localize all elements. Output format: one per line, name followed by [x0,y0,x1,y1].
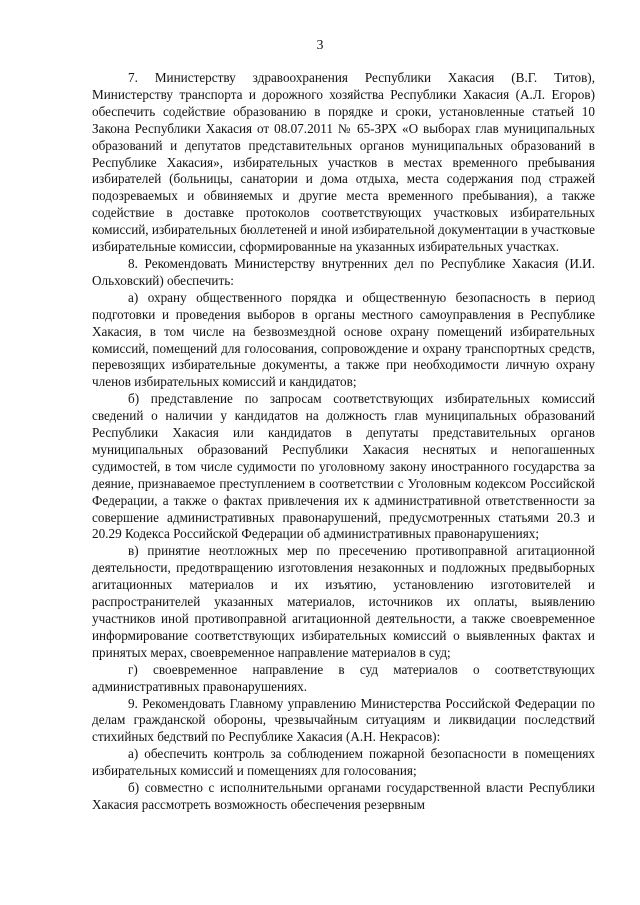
paragraph-8: 8. Рекомендовать Министерству внутренних дел по Республике Хакасия (И.И. Ольховский) обеспечить: [92,255,595,288]
paragraph-8g: г) своевременное направление в суд материалов о соответствующих административных правонарушениях. [92,661,595,694]
paragraph-9: 9. Рекомендовать Главному управлению Министерства Российской Федерации по делам гражданской обороны, чрезвычайным ситуациям и ликвидации последствий стихийных бедствий по Республике Хакасия (А.Н. Некрасов): [92,695,595,745]
page-number: 3 [316,38,324,53]
paragraph-9b: б) совместно с исполнительными органами государственной власти Республики Хакасия рассмотреть возможность обеспечения резервным [92,780,595,812]
paragraph-9a: а) обеспечить контроль за соблюдением пожарной безопасности в помещениях избирательных комиссий и помещениях для голосования; [92,746,595,779]
paragraph-8a: а) охрану общественного порядка и общественную безопасность в период подготовки и проведения выборов в органы местного самоуправления в Республике Хакасия, в том числе на безвозмездной основе охрану помещений избирательных комиссий, помещений для голосования, сопровождение и охрану транспортных средств, перевозящих избирательные документы, а также при необходимости личную охрану членов избирательных комиссий и кандидатов; [92,289,595,390]
document-body [92,70,595,814]
paragraph-8v: в) принятие неотложных мер по пресечению противоправной агитационной деятельности, предотвращению изготовления незаконных и подложных предвыборных агитационных материалов и их изъятию, установлению изготовителей и распространителей указанных материалов, источников их оплаты, выявлению участников иной противоправной агитационной деятельности, а также своевременное информирование соответствующих избирательных комиссий о выявленных фактах и принятых мерах, своевременное направление материалов в суд; [92,543,595,660]
paragraph-7: 7. Министерству здравоохранения Республики Хакасия (В.Г. Титов), Министерству транспорта и дорожного хозяйства Республики Хакасия (А.Л. Егоров) обеспечить содействие образованию в порядке и сроки, установленные статьей 10 Закона Республики Хакасия от 08.07.2011 № 65-ЗРХ «О выборах глав муниципальных образований и депутатов представительных органов муниципальных образований в Республике Хакасия», избирательных участков в местах временного пребывания избирателей (больницы, санатории и дома отдыха, места содержания под стражей подозреваемых и обвиняемых и другие места временного пребывания), а также содействие в доставке протоколов соответствующих участковых избирательных комиссий, избирательных бюллетеней и иной избирательной документации в участковые избирательные комиссии, сформированные на указанных избирательных участках. [92,70,595,255]
paragraph-8b: б) представление по запросам соответствующих избирательных комиссий сведений о наличии у кандидатов на должность глав муниципальных образований Республики Хакасия или кандидатов в депутаты представительных органов муниципальных образований Республики Хакасия неснятых и непогашенных судимостей, в том числе судимости по уголовному закону иностранного государства за деяние, признаваемое преступлением в соответствии с Уголовным кодексом Российской Федерации, а также о фактах привлечения их к административной ответственности за совершение административных правонарушений, предусмотренных статьями 20.3 и 20.29 Кодекса Российской Федерации об административных правонарушениях; [92,391,595,542]
